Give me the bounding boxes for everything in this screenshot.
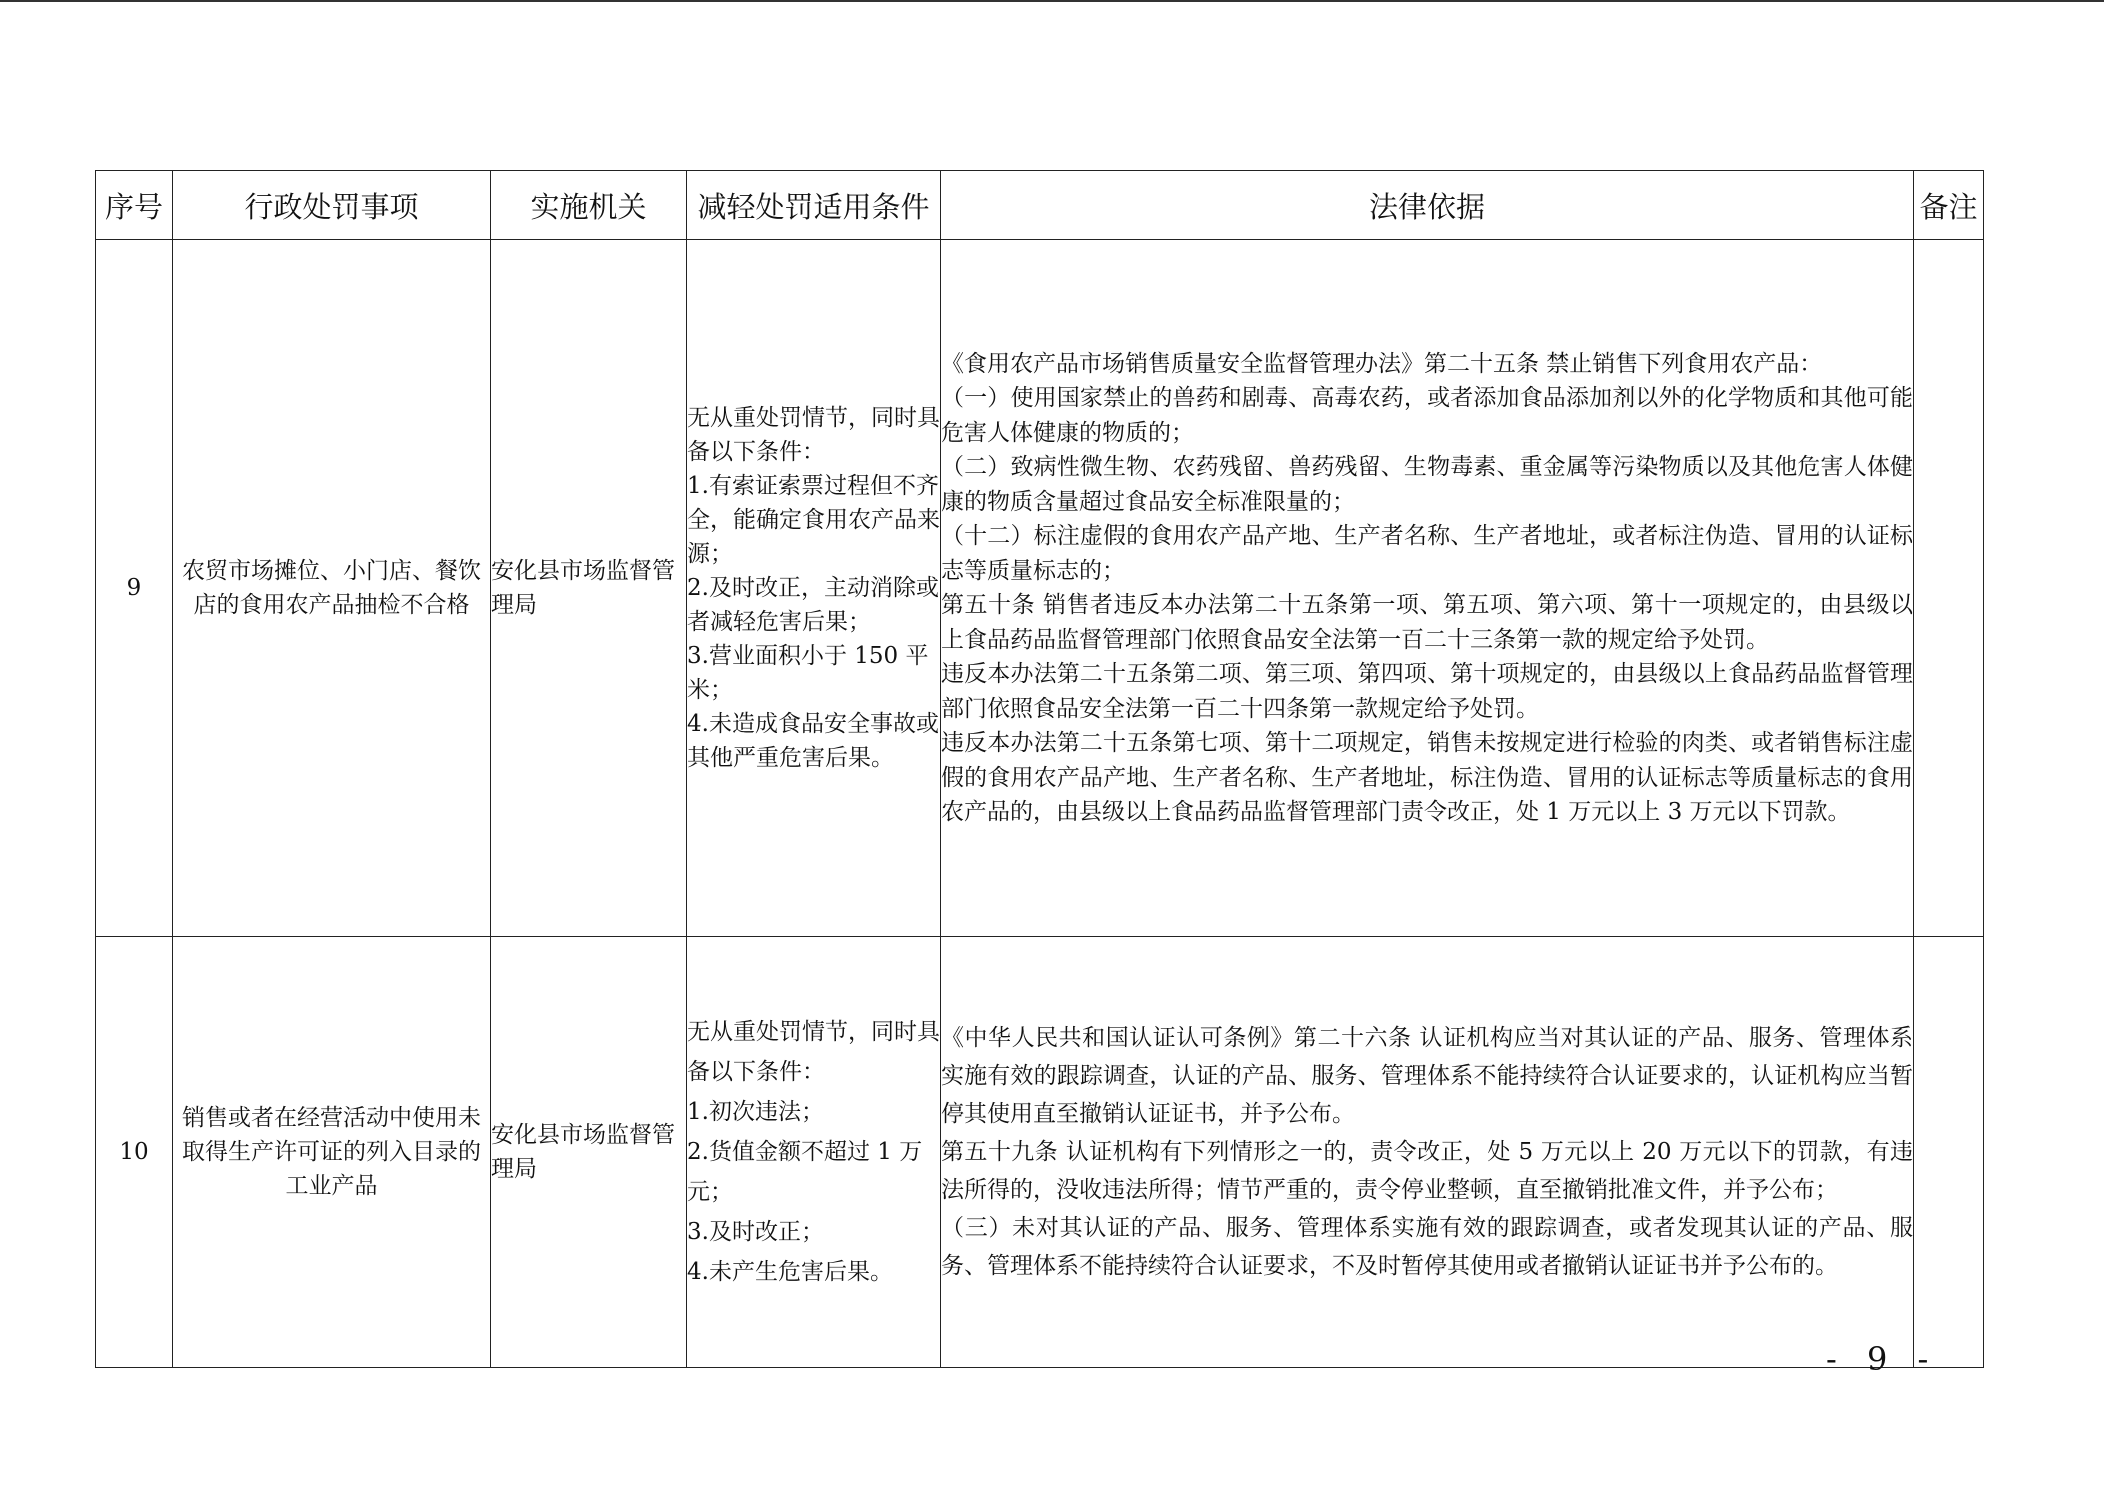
- row-law: [941, 937, 1914, 1368]
- row-seq: 9: [96, 240, 173, 937]
- table-row: [96, 240, 1984, 937]
- law-paragraph: （三）未对其认证的产品、服务、管理体系实施有效的跟踪调查，或者发现其认证的产品、服务、管理体系不能持续符合认证要求，不及时暂停其使用或者撤销认证证书并予公布的。: [941, 1215, 1913, 1279]
- law-paragraph: 违反本办法第二十五条第二项、第三项、第四项、第十项规定的，由县级以上食品药品监督管理部门依照食品安全法第一百二十四条第一款规定给予处罚。: [941, 661, 1913, 722]
- condition-line: 无从重处罚情节，同时具备以下条件：: [687, 1019, 940, 1085]
- law-paragraph: 违反本办法第二十五条第七项、第十二项规定，销售未按规定进行检验的肉类、或者销售标注虚假的食用农产品产地、生产者名称、生产者地址，标注伪造、冒用的认证标志等质量标志的食用农产品的，由县级以上食品药品监督管理部门责令改正，处 1 万元以上 3 万元以下罚款。: [941, 730, 1913, 825]
- row-conditions: [687, 240, 941, 937]
- law-paragraph: 《中华人民共和国认证认可条例》第二十六条 认证机构应当对其认证的产品、服务、管理体系实施有效的跟踪调查，认证的产品、服务、管理体系不能持续符合认证要求的，认证机构应当暂停其使用直至撤销认证证书，并予公布。: [941, 1025, 1913, 1127]
- row-matter: 农贸市场摊位、小门店、餐饮店的食用农产品抽检不合格: [173, 240, 491, 937]
- header-row: [96, 171, 1984, 240]
- page-number: - 9 -: [1826, 1340, 1939, 1378]
- condition-line: 3.及时改正；: [687, 1219, 824, 1245]
- condition-line: 4.未造成食品安全事故或其他严重危害后果。: [687, 711, 939, 771]
- row-note: [1914, 937, 1984, 1368]
- condition-line: 4.未产生危害后果。: [687, 1259, 893, 1285]
- header-matter: 行政处罚事项: [173, 171, 491, 240]
- condition-line: 2.及时改正，主动消除或者减轻危害后果；: [687, 575, 939, 635]
- page-top-edge: [0, 0, 2104, 2]
- condition-line: 2.货值金额不超过 1 万元；: [687, 1139, 923, 1205]
- row-note: [1914, 240, 1984, 937]
- condition-line: 3.营业面积小于 150 平米；: [687, 643, 929, 703]
- law-paragraph: （一）使用国家禁止的兽药和剧毒、高毒农药，或者添加食品添加剂以外的化学物质和其他可能危害人体健康的物质的；: [941, 385, 1913, 446]
- table-row: [96, 937, 1984, 1368]
- header-org: 实施机关: [491, 171, 687, 240]
- law-paragraph: 第五十条 销售者违反本办法第二十五条第一项、第五项、第六项、第十一项规定的，由县级以上食品药品监督管理部门依照食品安全法第一百二十三条第一款的规定给予处罚。: [941, 592, 1913, 653]
- law-paragraph: 《食用农产品市场销售质量安全监督管理办法》第二十五条 禁止销售下列食用农产品：: [941, 350, 1823, 377]
- header-note: 备注: [1914, 171, 1984, 240]
- law-paragraph: （二）致病性微生物、农药残留、兽药残留、生物毒素、重金属等污染物质以及其他危害人体健康的物质含量超过食品安全标准限量的；: [941, 454, 1913, 515]
- law-paragraph: 第五十九条 认证机构有下列情形之一的，责令改正，处 5 万元以上 20 万元以下的罚款，有违法所得的，没收违法所得；情节严重的，责令停业整顿，直至撤销批准文件，并予公布；: [941, 1139, 1913, 1203]
- header-law: 法律依据: [941, 171, 1914, 240]
- row-law: [941, 240, 1914, 937]
- row-seq: 10: [96, 937, 173, 1368]
- condition-line: 1.有索证索票过程但不齐全，能确定食用农产品来源；: [687, 473, 940, 567]
- header-conditions: 减轻处罚适用条件: [687, 171, 941, 240]
- row-conditions: [687, 937, 941, 1368]
- condition-line: 无从重处罚情节，同时具备以下条件：: [687, 405, 940, 465]
- law-paragraph: （十二）标注虚假的食用农产品产地、生产者名称、生产者地址，或者标注伪造、冒用的认证标志等质量标志的；: [941, 523, 1913, 584]
- row-org: 安化县市场监督管理局: [491, 240, 687, 937]
- condition-line: 1.初次违法；: [687, 1099, 824, 1125]
- header-seq: 序号: [96, 171, 173, 240]
- row-matter: 销售或者在经营活动中使用未取得生产许可证的列入目录的工业产品: [173, 937, 491, 1368]
- penalty-table: [95, 170, 1984, 1368]
- row-org: 安化县市场监督管理局: [491, 937, 687, 1368]
